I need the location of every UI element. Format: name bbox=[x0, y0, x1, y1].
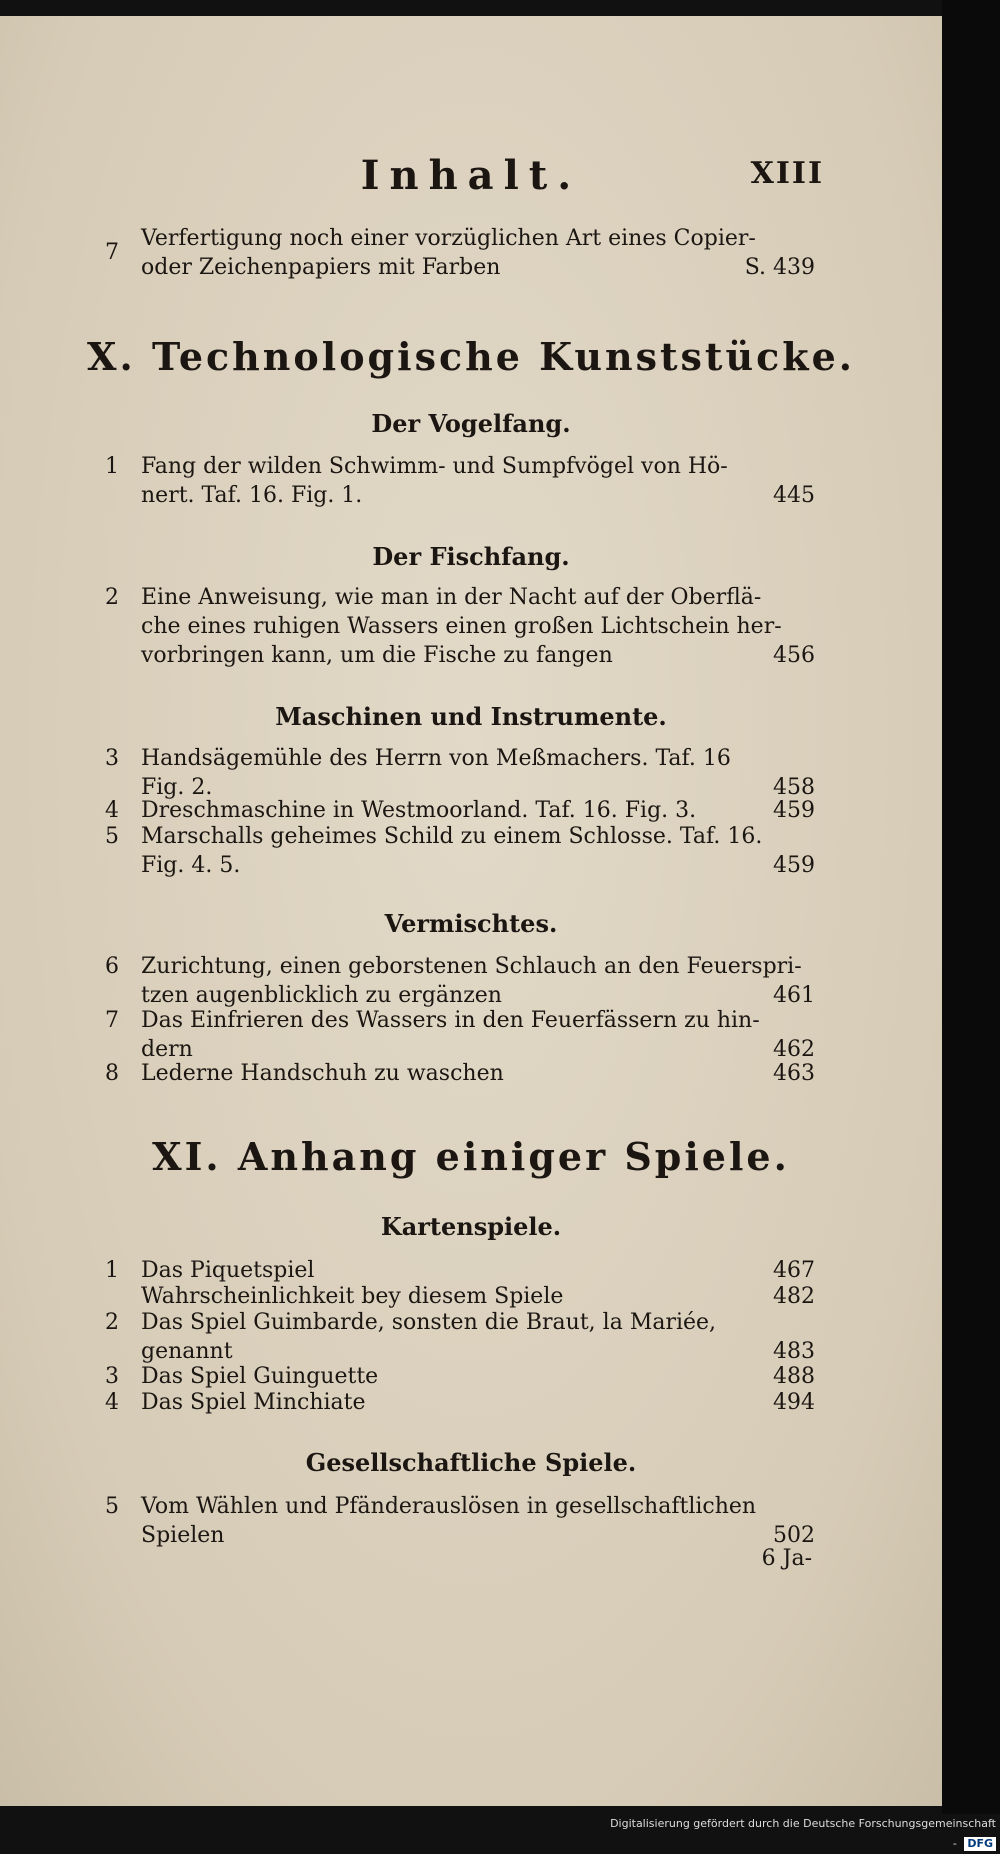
entry-number: 1 bbox=[105, 1258, 119, 1283]
entry-line: vorbringen kann, um die Fische zu fangen bbox=[141, 643, 613, 668]
subsection-heading: Vermischtes. bbox=[384, 909, 558, 938]
entry-page: 459 bbox=[773, 798, 815, 823]
entry-number: 3 bbox=[105, 1364, 119, 1389]
entry-line: Das Spiel Guinguette bbox=[141, 1364, 379, 1389]
section-heading: XI. Anhang einiger Spiele. bbox=[152, 1134, 790, 1179]
entry-page: 458 bbox=[773, 775, 815, 800]
entry-number: 2 bbox=[105, 1310, 119, 1335]
toc-entry bbox=[105, 1282, 815, 1311]
entry-line: tzen augenblicklich zu ergänzen bbox=[141, 983, 502, 1008]
entry-line: nert. Taf. 16. Fig. 1. bbox=[141, 483, 363, 508]
toc-entry bbox=[105, 744, 815, 802]
entry-line: oder Zeichenpapiers mit Farben bbox=[141, 255, 501, 280]
entry-line: Handsägemühle des Herrn von Meßmachers. Taf. 16 bbox=[141, 746, 731, 771]
entry-line: genannt bbox=[141, 1339, 233, 1364]
entry-line: Das Einfrieren des Wassers in den Feuerfässern zu hin- bbox=[141, 1008, 760, 1033]
catchword: 6 Ja- bbox=[761, 1546, 812, 1571]
entry-page: 488 bbox=[773, 1364, 815, 1389]
toc-entry bbox=[105, 822, 815, 880]
digitization-credit bbox=[610, 1814, 1000, 1850]
entry-line: Eine Anweisung, wie man in der Nacht auf der Oberflä- bbox=[141, 585, 762, 610]
entry-line: Fig. 2. bbox=[141, 775, 213, 800]
toc-entry bbox=[105, 1492, 815, 1550]
entry-line: Zurichtung, einen geborstenen Schlauch an den Feuerspri- bbox=[141, 954, 802, 979]
entry-line: Verfertigung noch einer vorzüglichen Art eines Copier- bbox=[141, 226, 756, 251]
entry-number: 5 bbox=[105, 1494, 119, 1519]
entry-page: 462 bbox=[773, 1037, 815, 1062]
toc-entry bbox=[105, 224, 815, 282]
toc-entry bbox=[105, 952, 815, 1010]
entry-line: Das Piquetspiel bbox=[141, 1258, 315, 1283]
page-number: XIII bbox=[750, 156, 824, 191]
entry-number: 4 bbox=[105, 1390, 119, 1415]
entry-number: 2 bbox=[105, 585, 119, 610]
entry-line: Fang der wilden Schwimm- und Sumpfvögel von Hö- bbox=[141, 454, 728, 479]
entry-line: Das Spiel Guimbarde, sonsten die Braut, la Mariée, bbox=[141, 1310, 717, 1335]
section-heading: X. Technologische Kunststücke. bbox=[87, 334, 855, 379]
entry-line: Wahrscheinlichkeit bey diesem Spiele bbox=[141, 1284, 564, 1309]
entry-number: 1 bbox=[105, 454, 119, 479]
entry-page: 445 bbox=[773, 483, 815, 508]
entry-page: 463 bbox=[773, 1061, 815, 1086]
dfg-logo: DFG bbox=[964, 1837, 996, 1851]
entry-page: 456 bbox=[773, 643, 815, 668]
entry-number: 5 bbox=[105, 824, 119, 849]
entry-page: 482 bbox=[773, 1284, 815, 1309]
entry-number: 8 bbox=[105, 1061, 119, 1086]
toc-entry bbox=[105, 1362, 815, 1391]
entry-number: 7 bbox=[105, 240, 119, 265]
toc-entry bbox=[105, 1308, 815, 1366]
entry-number: 3 bbox=[105, 746, 119, 771]
entry-number: 6 bbox=[105, 954, 119, 979]
entry-line: dern bbox=[141, 1037, 193, 1062]
toc-entry bbox=[105, 452, 815, 510]
entry-page: 483 bbox=[773, 1339, 815, 1364]
entry-page: S. 439 bbox=[744, 255, 815, 280]
toc-entry bbox=[105, 1256, 815, 1285]
entry-line: Marschalls geheimes Schild zu einem Schlosse. Taf. 16. bbox=[141, 824, 763, 849]
subsection-heading: Der Fischfang. bbox=[372, 542, 570, 571]
toc-entry bbox=[105, 583, 815, 670]
scan-border bbox=[942, 0, 1000, 1834]
entry-line: Lederne Handschuh zu waschen bbox=[141, 1061, 504, 1086]
subsection-heading: Gesellschaftliche Spiele. bbox=[305, 1448, 637, 1477]
subsection-heading: Der Vogelfang. bbox=[371, 409, 571, 438]
entry-page: 502 bbox=[773, 1523, 815, 1548]
entry-line: Das Spiel Minchiate bbox=[141, 1390, 366, 1415]
entry-line: Vom Wählen und Pfänderauslösen in gesellschaftlichen bbox=[141, 1494, 757, 1519]
toc-entry bbox=[105, 1059, 815, 1088]
toc-entry bbox=[105, 1388, 815, 1417]
entry-line: Spielen bbox=[141, 1523, 225, 1548]
toc-entry bbox=[105, 796, 815, 825]
document-page bbox=[0, 16, 942, 1806]
running-head-title: Inhalt. bbox=[360, 152, 582, 199]
subsection-heading: Maschinen und Instrumente. bbox=[275, 702, 667, 731]
entry-page: 459 bbox=[773, 853, 815, 878]
entry-page: 461 bbox=[773, 983, 815, 1008]
entry-line: Fig. 4. 5. bbox=[141, 853, 241, 878]
credit-text: Digitalisierung gefördert durch die Deutsche Forschungsgemeinschaft - bbox=[610, 1817, 996, 1850]
entry-line: Dreschmaschine in Westmoorland. Taf. 16. Fig. 3. bbox=[141, 798, 697, 823]
entry-number: 4 bbox=[105, 798, 119, 823]
entry-number: 7 bbox=[105, 1008, 119, 1033]
entry-page: 467 bbox=[773, 1258, 815, 1283]
entry-line: che eines ruhigen Wassers einen großen Lichtschein her- bbox=[141, 614, 782, 639]
toc-entry bbox=[105, 1006, 815, 1064]
entry-page: 494 bbox=[773, 1390, 815, 1415]
subsection-heading: Kartenspiele. bbox=[380, 1212, 562, 1241]
